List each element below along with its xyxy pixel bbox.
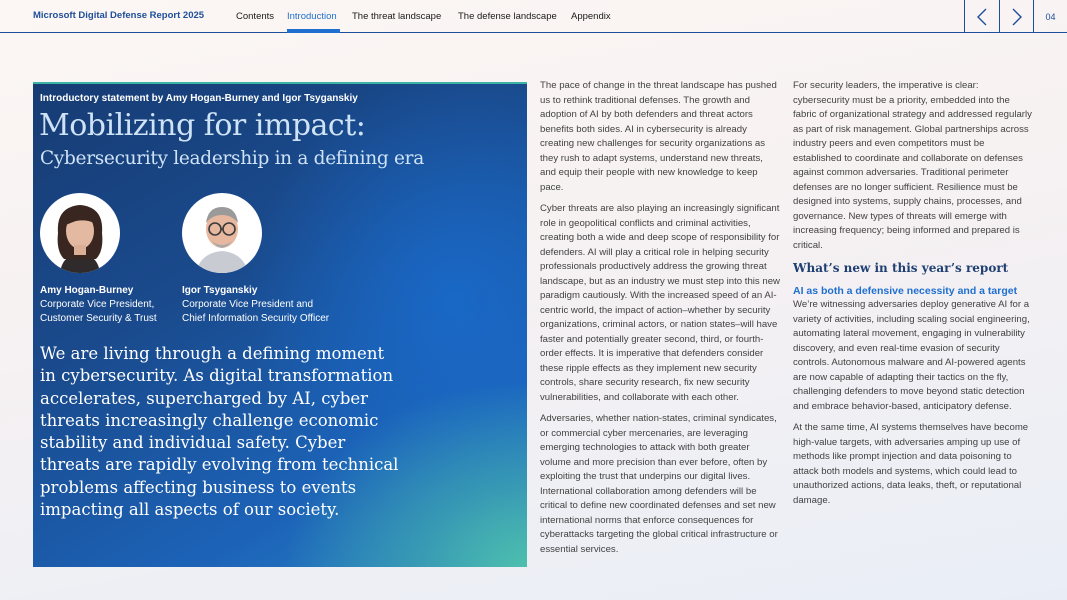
nav-threat-landscape[interactable]: The threat landscape <box>352 11 442 22</box>
avatar-amy-hogan-burney <box>40 193 120 273</box>
body-paragraph: For security leaders, the imperative is clear: cybersecurity must be a priority, embedded into the fabric of organizational strategy and addressed regularly as part of risk management. Global partnerships across industry peers and even competitors must be established to coordinate and collaborate on defenses against common adversaries. Traditional perimeter defenses are no longer sufficient. Resilience must be designed into systems, supply chains, processes, and governance. New types of threats will emerge with increasing frequency; being informed and prepared is critical. <box>793 80 1032 251</box>
avatar-igor-tsyganskiy <box>182 193 262 273</box>
intro-byline: Introductory statement by Amy Hogan-Burney and Igor Tsyganskiy <box>40 93 358 104</box>
body-column-1 <box>540 79 780 564</box>
body-paragraph: The pace of change in the threat landscape has pushed us to rethink traditional defenses. The growth and adoption of AI by both defenders and threat actors benefits both sides. AI in cybersecurity is already creating new challenges for security organizations as they rush to adapt systems, understand new threats, and equip their people with new knowledge to keep pace. <box>540 80 777 193</box>
top-navigation-bar <box>0 0 1067 33</box>
chevron-right-icon <box>1011 8 1023 26</box>
nav-appendix[interactable]: Appendix <box>571 11 611 22</box>
chevron-left-icon <box>976 8 988 26</box>
person-name: Amy Hogan-Burney <box>40 285 134 296</box>
page-title: Mobilizing for impact: <box>39 108 366 143</box>
page-number: 04 <box>1033 0 1067 33</box>
body-paragraph: At the same time, AI systems themselves have become high-value targets, with adversaries amping up use of methods like prompt injection and data poisoning to attack both models and systems, which could lead to unauthorized actions, data leaks, theft, or reputational damage. <box>793 422 1029 506</box>
body-paragraph: We’re witnessing adversaries deploy generative AI for a variety of activities, including scaling social engineering, automating lateral movement, engaging in vulnerability discovery, and even real-time evasion of security controls. Autonomous malware and AI-powered agents are now capable of adapting their tactics on the fly, challenging defenders to move beyond static detection and embrace behavior-based, anticipatory defense. <box>793 299 1030 412</box>
nav-contents[interactable]: Contents <box>236 11 275 22</box>
body-paragraph: Adversaries, whether nation-states, criminal syndicates, or commercial cyber mercenaries, are leveraging emerging technologies to attack with both greater volume and more precision than ever before, often by exploiting the trust that underpins our digital lives. International collaboration among defenders will be critical to define new coordinated defenses and set new international norms that enforce consequences for cyberattacks targeting the global critical infrastructure or essential services. <box>540 413 778 555</box>
person-name: Igor Tsyganskiy <box>182 285 258 296</box>
previous-page-button[interactable] <box>964 0 999 33</box>
report-title[interactable]: Microsoft Digital Defense Report 2025 <box>33 10 205 21</box>
page-subtitle: Cybersecurity leadership in a defining era <box>40 148 424 169</box>
section-heading: What’s new in this year’s report <box>793 261 1009 275</box>
next-page-button[interactable] <box>999 0 1034 33</box>
person-title-line: Customer Security & Trust <box>40 313 157 324</box>
body-paragraph: Cyber threats are also playing an increasingly significant role in geopolitical conflicts and criminal activities, creating both a wide and deep scope of responsibility for defenders. AI will play a critical role in helping security professionals productively address the growing threat landscape, but as an industry we must step into this new paradigm cautiously. With the increased speed of an AI-centric world, the impact of action–whether by security organizations, criminal actors, or nation states–will have faster and potentially greater second, third, or fourth-order effects. It is imperative that defenders consider these ripple effects as they implement new security controls, share security research, fix new security vulnerabilities, and collaborate with each other. <box>540 203 780 403</box>
body-column-2 <box>793 79 1035 515</box>
person-title-line: Corporate Vice President and <box>182 299 314 310</box>
hero-panel <box>33 82 527 567</box>
person-card-igor <box>182 284 329 326</box>
active-tab-indicator <box>287 29 340 33</box>
person-card-amy <box>40 284 157 326</box>
person-title-line: Chief Information Security Officer <box>182 313 330 324</box>
sub-heading: AI as both a defensive necessity and a target <box>793 285 1018 297</box>
person-title-line: Corporate Vice President, <box>40 299 155 310</box>
nav-introduction[interactable]: Introduction <box>287 11 337 22</box>
nav-defense-landscape[interactable]: The defense landscape <box>458 11 557 22</box>
pull-quote: We are living through a defining moment in cybersecurity. As digital transformation accelerates, supercharged by AI, cyber threats increasingly challenge economic stability and individual safety. Cyber threats are rapidly evolving from technical problems affecting business to events impacting all aspects of our society. <box>40 344 399 520</box>
